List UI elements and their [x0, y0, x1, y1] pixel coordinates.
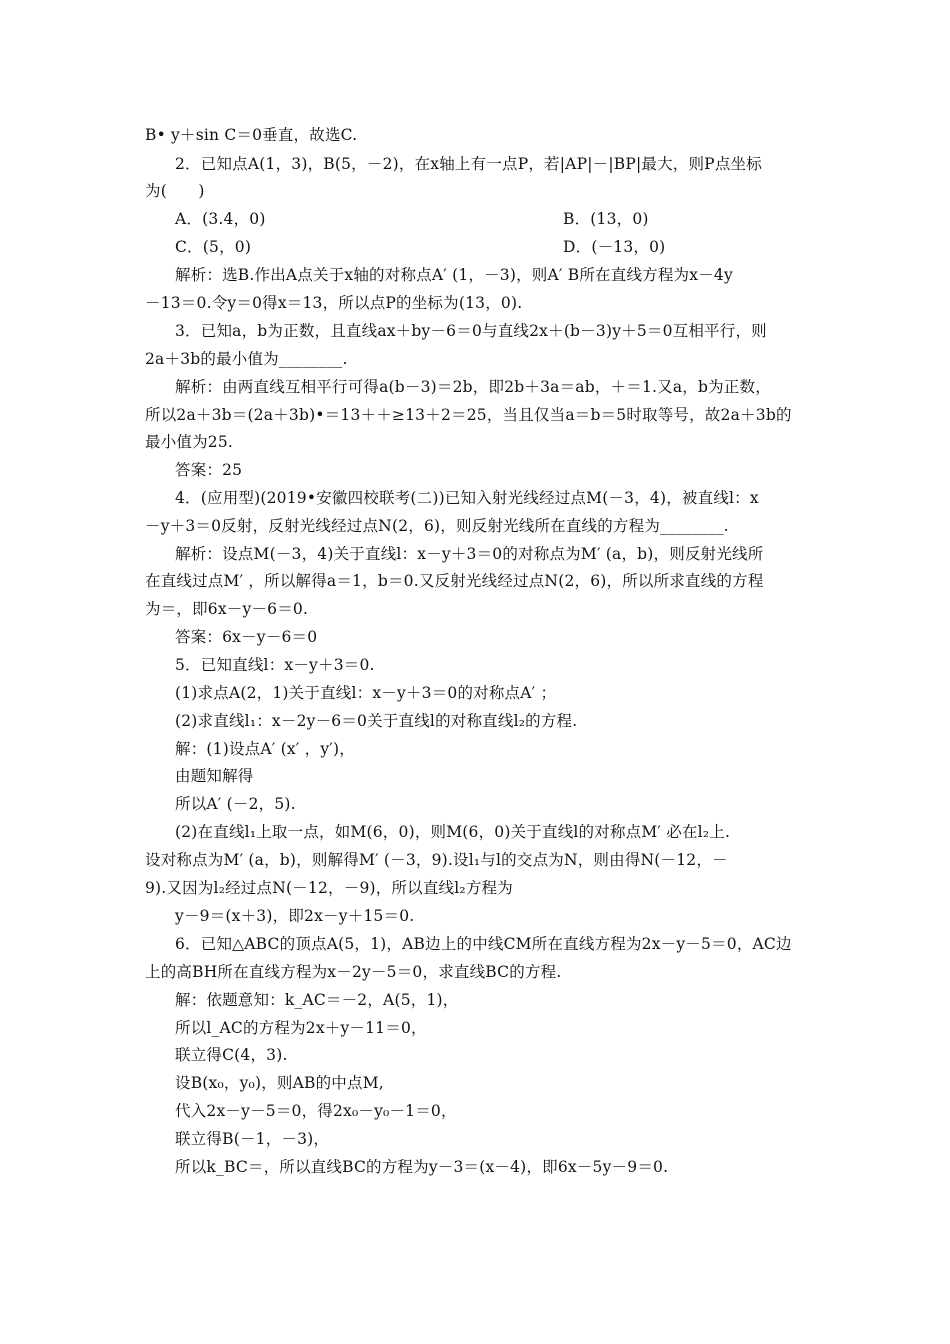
option-c: C．(5，0)	[175, 238, 252, 256]
text-line: 为＝，即6x－y－6＝0.	[145, 600, 309, 618]
text-line: 所以l_AC的方程为2x＋y－11＝0，	[175, 1019, 427, 1037]
text-line: 解析：选B.作出A点关于x轴的对称点A′ (1，－3)，则A′ B所在直线方程为x－4y	[175, 266, 733, 284]
text-line: 解析：设点M(－3，4)关于直线l：x－y＋3＝0的对称点为M′ (a，b)，则反射光线所	[175, 545, 764, 563]
problem-4-line: 4．(应用型)(2019•安徽四校联考(二))已知入射光线经过点M(－3，4)，被直线l：x	[175, 489, 759, 507]
text-line: 9).又因为l₂经过点N(－12，－9)，所以直线l₂方程为	[145, 879, 513, 897]
text-line: －y＋3＝0反射，反射光线经过点N(2，6)，则反射光线所在直线的方程为________.	[145, 517, 729, 535]
text-line: 解：(1)设点A′ (x′ ，y′)，	[175, 740, 355, 758]
option-d: D．(－13，0)	[563, 238, 666, 256]
text-line: 解：依题意知：k_AC＝－2，A(5，1)，	[175, 991, 459, 1009]
text-line: (2)求直线l₁：x－2y－6＝0关于直线l的对称直线l₂的方程.	[175, 712, 578, 730]
text-line: 解析：由两直线互相平行可得a(b－3)＝2b，即2b＋3a＝ab，＋＝1.又a，b为正数，	[175, 378, 771, 396]
text-line: 为( )	[145, 182, 205, 200]
text-line: 所以2a＋3b＝(2a＋3b)•＝13＋＋≥13＋2＝25，当且仅当a＝b＝5时取等号，故2a＋3b的	[145, 406, 792, 424]
text-line: 代入2x－y－5＝0，得2x₀－y₀－1＝0，	[175, 1102, 457, 1120]
answer-line: 答案：6x－y－6＝0	[175, 628, 318, 646]
answer-line: 答案：25	[175, 461, 243, 479]
option-b: B．(13，0)	[563, 210, 649, 228]
text-line: 设B(x₀，y₀)，则AB的中点M,	[175, 1074, 384, 1092]
text-line: 联立得B(－1，－3)，	[175, 1130, 330, 1148]
option-a: A．(3.4，0)	[175, 210, 266, 228]
text-line: 设对称点为M′ (a，b)，则解得M′ (－3，9).设l₁与l的交点为N，则由得N(－12，－	[145, 851, 728, 869]
text-line: 联立得C(4，3).	[175, 1046, 288, 1064]
text-line: 2a＋3b的最小值为________.	[145, 350, 348, 368]
text-line: 所以A′ (－2，5).	[175, 795, 296, 813]
text-line: B• y＋sin C＝0垂直，故选C.	[145, 126, 358, 144]
text-line: －13＝0.令y＝0得x＝13，所以点P的坐标为(13，0).	[145, 294, 523, 312]
text-line: 由题知解得	[175, 767, 254, 785]
text-line: (1)求点A(2，1)关于直线l：x－y＋3＝0的对称点A′ ；	[175, 684, 557, 702]
problem-3-line: 3．已知a，b为正数，且直线ax＋by－6＝0与直线2x＋(b－3)y＋5＝0互相平行，则	[175, 322, 767, 340]
text-line: 最小值为25.	[145, 433, 234, 451]
text-line: 在直线过点M′ ，所以解得a＝1，b＝0.又反射光线经过点N(2，6)，所以所求直线的方程	[145, 572, 764, 590]
text-line: (2)在直线l₁上取一点，如M(6，0)，则M(6，0)关于直线l的对称点M′ 必在l₂上.	[175, 823, 731, 841]
text-line: y－9＝(x＋3)，即2x－y＋15＝0.	[175, 907, 415, 925]
text-line: 上的高BH所在直线方程为x－2y－5＝0，求直线BC的方程.	[145, 963, 562, 981]
problem-2-line: 2．已知点A(1，3)，B(5，－2)，在x轴上有一点P，若|AP|－|BP|最大，则P点坐标	[175, 155, 762, 173]
text-line: 所以k_BC＝，所以直线BC的方程为y－3＝(x－4)，即6x－5y－9＝0.	[175, 1158, 669, 1176]
problem-5-line: 5．已知直线l：x－y＋3＝0.	[175, 656, 375, 674]
problem-6-line: 6．已知△ABC的顶点A(5，1)，AB边上的中线CM所在直线方程为2x－y－5＝0，AC边	[175, 935, 792, 953]
